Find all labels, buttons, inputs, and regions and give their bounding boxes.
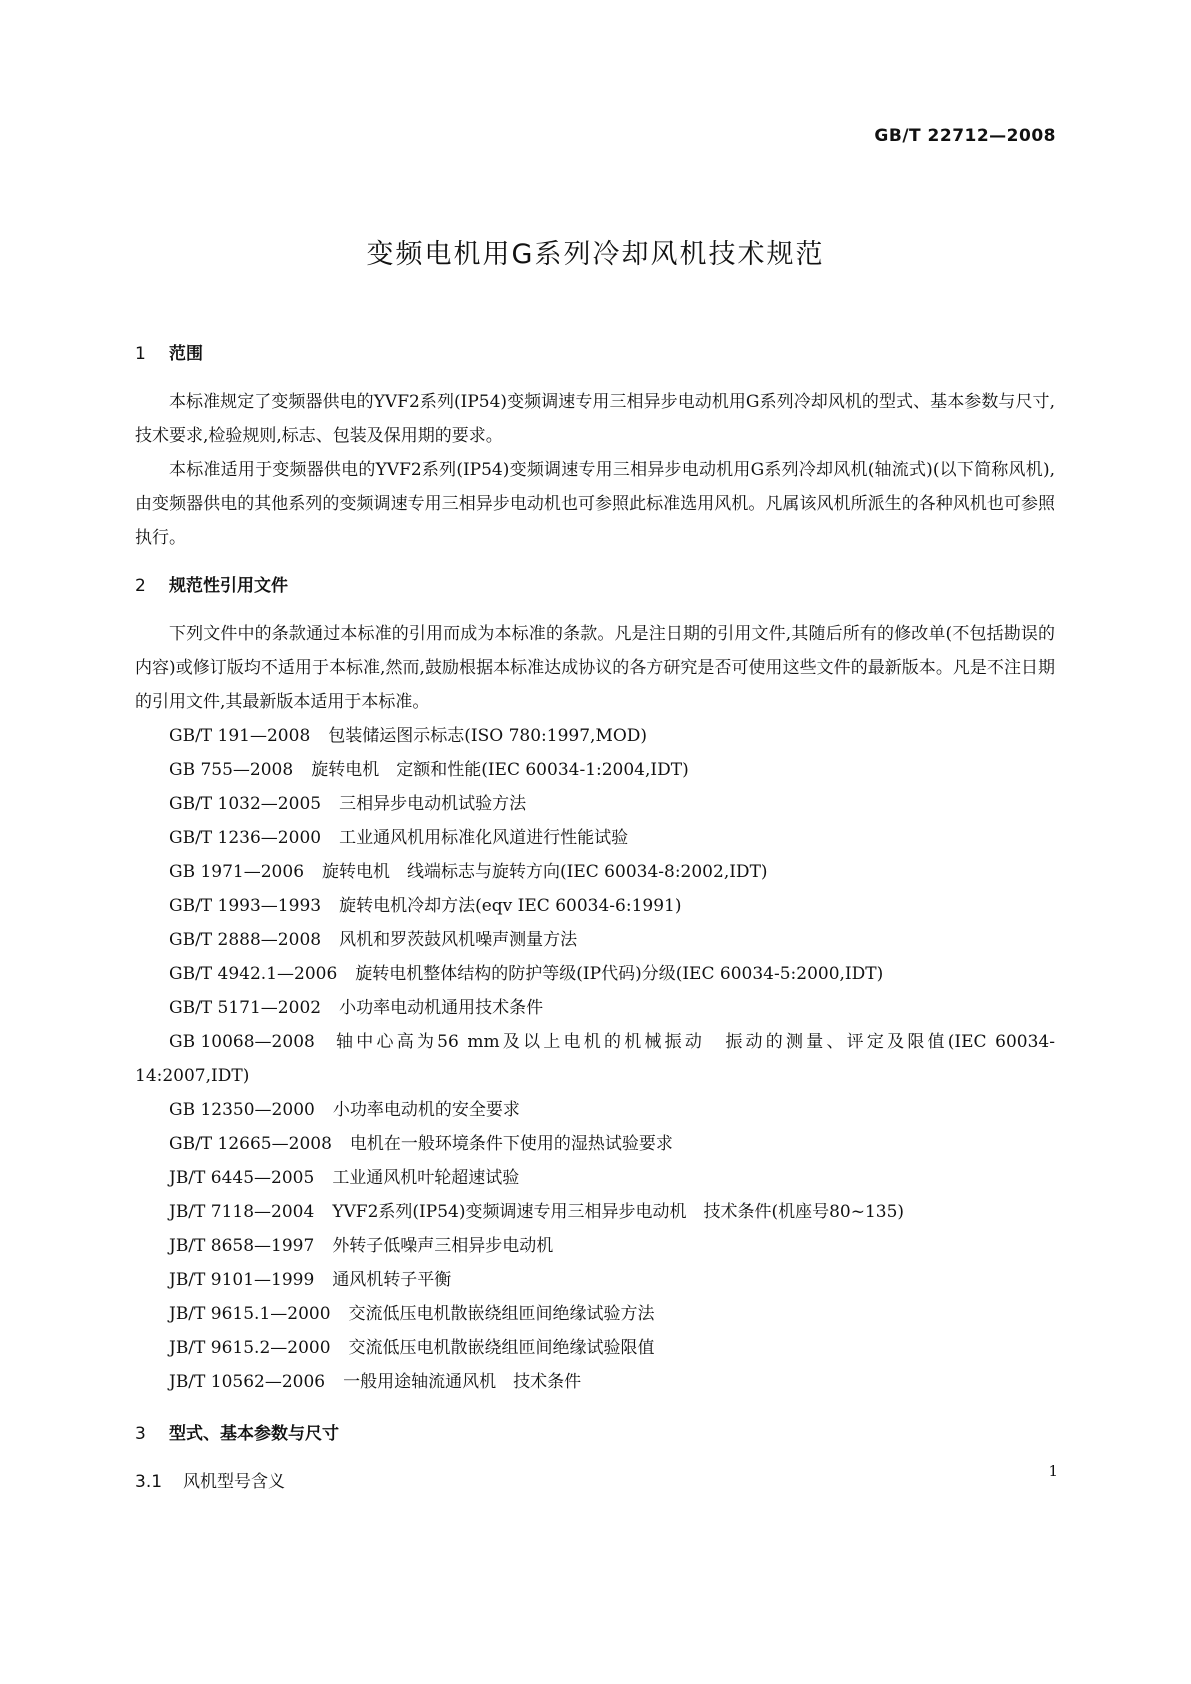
reference-title: 轴中心高为56 mm及以上电机的机械振动 振动的测量、评定及限值(IEC 60034-14:2007,IDT) [135, 1032, 1055, 1086]
reference-code: GB 755—2008 [169, 760, 294, 780]
section-2-paragraph: 下列文件中的条款通过本标准的引用而成为本标准的条款。凡是注日期的引用文件,其随后所有的修改单(不包括勘误的内容)或修订版均不适用于本标准,然而,鼓励根据本标准达成协议的各方研究是否可使用这些文件的最新版本。凡是不注日期的引用文件,其最新版本适用于本标准。 [135, 624, 1055, 712]
reference-title: 一般用途轴流通风机 技术条件 [343, 1372, 582, 1392]
reference-item [135, 957, 1055, 991]
reference-title: 旋转电机整体结构的防护等级(IP代码)分级(IEC 60034-5:2000,IDT) [355, 964, 884, 984]
reference-code: JB/T 9101—1999 [169, 1270, 315, 1290]
reference-title: 旋转电机 定额和性能(IEC 60034-1:2004,IDT) [311, 760, 689, 780]
reference-code: GB/T 5171—2002 [169, 998, 322, 1018]
reference-code: GB/T 191—2008 [169, 726, 311, 746]
reference-item [135, 1025, 1055, 1093]
section-number: 3 [135, 1424, 146, 1444]
reference-item [135, 1263, 1055, 1297]
section-title: 规范性引用文件 [169, 576, 288, 596]
reference-code: GB/T 1236—2000 [169, 828, 322, 848]
reference-code: GB 1971—2006 [169, 862, 305, 882]
reference-item [135, 719, 1055, 753]
reference-code: JB/T 6445—2005 [169, 1168, 315, 1188]
reference-title: 旋转电机 线端标志与旋转方向(IEC 60034-8:2002,IDT) [322, 862, 768, 882]
reference-title: 工业通风机用标准化风道进行性能试验 [339, 828, 629, 848]
section-number: 2 [135, 576, 146, 596]
section-1-paragraph: 本标准适用于变频器供电的YVF2系列(IP54)变频调速专用三相异步电动机用G系列冷却风机(轴流式)(以下简称风机),由变频器供电的其他系列的变频调速专用三相异步电动机也可参照此标准选用风机。凡属该风机所派生的各种风机也可参照执行。 [135, 460, 1055, 548]
reference-item [135, 753, 1055, 787]
reference-code: JB/T 9615.2—2000 [169, 1338, 331, 1358]
reference-item [135, 1093, 1055, 1127]
reference-list [135, 719, 1055, 1399]
document-title: 变频电机用G系列冷却风机技术规范 [366, 239, 825, 270]
reference-item [135, 1365, 1055, 1399]
section-title: 范围 [169, 344, 203, 364]
reference-title: 交流低压电机散嵌绕组匝间绝缘试验方法 [348, 1304, 655, 1324]
reference-title: 包装储运图示标志(ISO 780:1997,MOD) [328, 726, 648, 746]
reference-item [135, 1161, 1055, 1195]
reference-code: GB/T 4942.1—2006 [169, 964, 338, 984]
reference-code: JB/T 10562—2006 [169, 1372, 326, 1392]
section-3-heading [135, 1417, 1055, 1451]
reference-code: GB/T 1993—1993 [169, 896, 322, 916]
reference-item [135, 991, 1055, 1025]
reference-item [135, 1195, 1055, 1229]
reference-title: 外转子低噪声三相异步电动机 [332, 1236, 554, 1256]
section-1-heading [135, 337, 1055, 371]
reference-title: 三相异步电动机试验方法 [339, 794, 527, 814]
subsection-title: 风机型号含义 [183, 1472, 285, 1492]
reference-title: YVF2系列(IP54)变频调速专用三相异步电动机 技术条件(机座号80~135) [332, 1202, 905, 1222]
reference-title: 通风机转子平衡 [332, 1270, 452, 1290]
reference-code: GB/T 12665—2008 [169, 1134, 332, 1154]
standard-code: GB/T 22712—2008 [874, 126, 1056, 146]
reference-title: 交流低压电机散嵌绕组匝间绝缘试验限值 [348, 1338, 655, 1358]
document-body [135, 337, 1055, 1499]
section-1-paragraph: 本标准规定了变频器供电的YVF2系列(IP54)变频调速专用三相异步电动机用G系列冷却风机的型式、基本参数与尺寸,技术要求,检验规则,标志、包装及保用期的要求。 [135, 392, 1055, 446]
reference-item [135, 821, 1055, 855]
reference-code: JB/T 7118—2004 [169, 1202, 315, 1222]
reference-item [135, 923, 1055, 957]
section-title: 型式、基本参数与尺寸 [169, 1424, 339, 1444]
reference-item [135, 889, 1055, 923]
reference-item [135, 1229, 1055, 1263]
reference-code: GB 12350—2000 [169, 1100, 315, 1120]
reference-code: JB/T 9615.1—2000 [169, 1304, 331, 1324]
reference-title: 小功率电动机的安全要求 [332, 1100, 520, 1120]
reference-code: JB/T 8658—1997 [169, 1236, 315, 1256]
page-number: 1 [1048, 1462, 1058, 1480]
reference-item [135, 1297, 1055, 1331]
reference-item [135, 787, 1055, 821]
reference-title: 电机在一般环境条件下使用的湿热试验要求 [349, 1134, 673, 1154]
reference-title: 工业通风机叶轮超速试验 [332, 1168, 520, 1188]
reference-title: 风机和罗茨鼓风机噪声测量方法 [339, 930, 578, 950]
subsection-number: 3.1 [135, 1472, 163, 1492]
section-number: 1 [135, 344, 146, 364]
reference-item [135, 1127, 1055, 1161]
reference-item [135, 1331, 1055, 1365]
reference-title: 旋转电机冷却方法(eqv IEC 60034-6:1991) [339, 896, 682, 916]
reference-item [135, 855, 1055, 889]
reference-code: GB/T 2888—2008 [169, 930, 322, 950]
subsection-3-1-heading [135, 1465, 1055, 1499]
reference-code: GB/T 1032—2005 [169, 794, 322, 814]
reference-code: GB 10068—2008 [169, 1032, 315, 1052]
section-2-heading [135, 569, 1055, 603]
reference-title: 小功率电动机通用技术条件 [339, 998, 544, 1018]
